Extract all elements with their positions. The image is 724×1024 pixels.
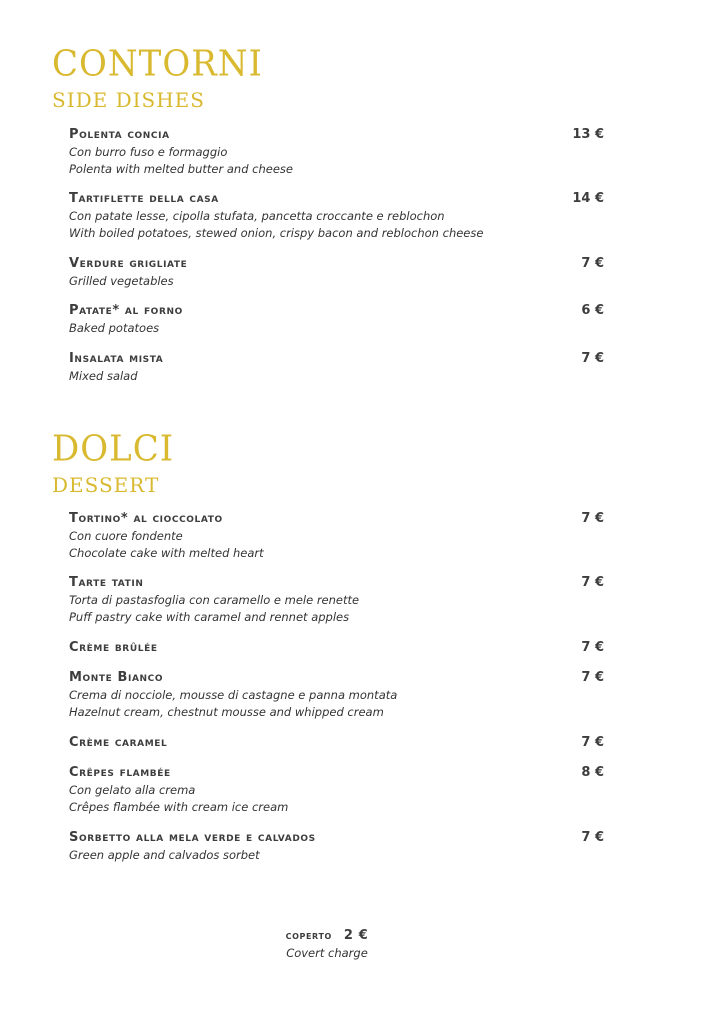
section-title-dolci: DOLCI xyxy=(52,427,175,470)
cover-charge-price: 2 € xyxy=(343,928,369,943)
item-description-it: Torta di pastasfoglia con caramello e mele renette xyxy=(69,593,360,607)
item-price: 7 € xyxy=(581,830,604,845)
item-description-en: Baked potatoes xyxy=(69,321,160,335)
item-price: 6 € xyxy=(581,303,604,318)
menu-item xyxy=(69,735,604,751)
item-price: 7 € xyxy=(581,511,604,526)
item-name: Crêpes flambée xyxy=(69,765,171,780)
item-name: Tortino* al cioccolato xyxy=(69,511,223,526)
item-name: Polenta concia xyxy=(69,127,170,142)
item-name: Tartiflette della casa xyxy=(69,191,219,206)
menu-item xyxy=(69,256,604,290)
item-name: Insalata mista xyxy=(69,351,164,366)
item-description-en: Hazelnut cream, chestnut mousse and whipped cream xyxy=(69,705,384,719)
item-price: 7 € xyxy=(581,256,604,271)
item-description-en: Crêpes flambée with cream ice cream xyxy=(69,800,289,814)
cover-charge-label: coperto xyxy=(285,928,332,942)
item-price: 13 € xyxy=(572,127,604,142)
item-name: Monte Bianco xyxy=(69,670,164,685)
menu-item xyxy=(69,351,604,385)
menu-item xyxy=(69,765,604,816)
menu-item xyxy=(69,670,604,721)
menu-item xyxy=(69,127,604,178)
item-name: Verdure grigliate xyxy=(69,256,188,271)
item-price: 7 € xyxy=(581,735,604,750)
item-description-en: With boiled potatoes, stewed onion, crispy bacon and reblochon cheese xyxy=(69,226,484,240)
item-description-it: Crema di nocciole, mousse di castagne e panna montata xyxy=(69,688,398,702)
section-title-contorni: CONTORNI xyxy=(52,42,263,85)
item-description-it: Con burro fuso e formaggio xyxy=(69,145,228,159)
item-description-en: Polenta with melted butter and cheese xyxy=(69,162,293,176)
item-price: 8 € xyxy=(581,765,604,780)
menu-item xyxy=(69,575,604,626)
item-description-it: Con patate lesse, cipolla stufata, pancetta croccante e reblochon xyxy=(69,209,445,223)
menu-item xyxy=(69,303,604,337)
item-description-en: Grilled vegetables xyxy=(69,274,174,288)
cover-charge-line xyxy=(0,928,654,943)
item-name: Sorbetto alla mela verde e calvados xyxy=(69,830,316,845)
section-subtitle-side-dishes: SIDE DISHES xyxy=(52,88,205,112)
item-description-en: Puff pastry cake with caramel and rennet apples xyxy=(69,610,350,624)
item-description-en: Chocolate cake with melted heart xyxy=(69,546,264,560)
item-name: Patate* al forno xyxy=(69,303,183,318)
item-description-en: Green apple and calvados sorbet xyxy=(69,848,260,862)
menu-item xyxy=(69,640,604,656)
item-description-en: Mixed salad xyxy=(69,369,138,383)
item-name: Crème caramel xyxy=(69,735,168,750)
item-price: 7 € xyxy=(581,575,604,590)
menu-item xyxy=(69,191,604,242)
section-subtitle-dessert: DESSERT xyxy=(52,473,160,497)
item-name: Crème brûlée xyxy=(69,640,158,655)
menu-item xyxy=(69,830,604,864)
item-price: 7 € xyxy=(581,640,604,655)
item-price: 7 € xyxy=(581,670,604,685)
cover-charge-description: Covert charge xyxy=(286,946,368,960)
item-price: 14 € xyxy=(572,191,604,206)
menu-item xyxy=(69,511,604,562)
item-description-it: Con gelato alla crema xyxy=(69,783,196,797)
cover-charge xyxy=(0,928,654,960)
item-price: 7 € xyxy=(581,351,604,366)
item-name: Tarte tatin xyxy=(69,575,144,590)
item-description-it: Con cuore fondente xyxy=(69,529,183,543)
